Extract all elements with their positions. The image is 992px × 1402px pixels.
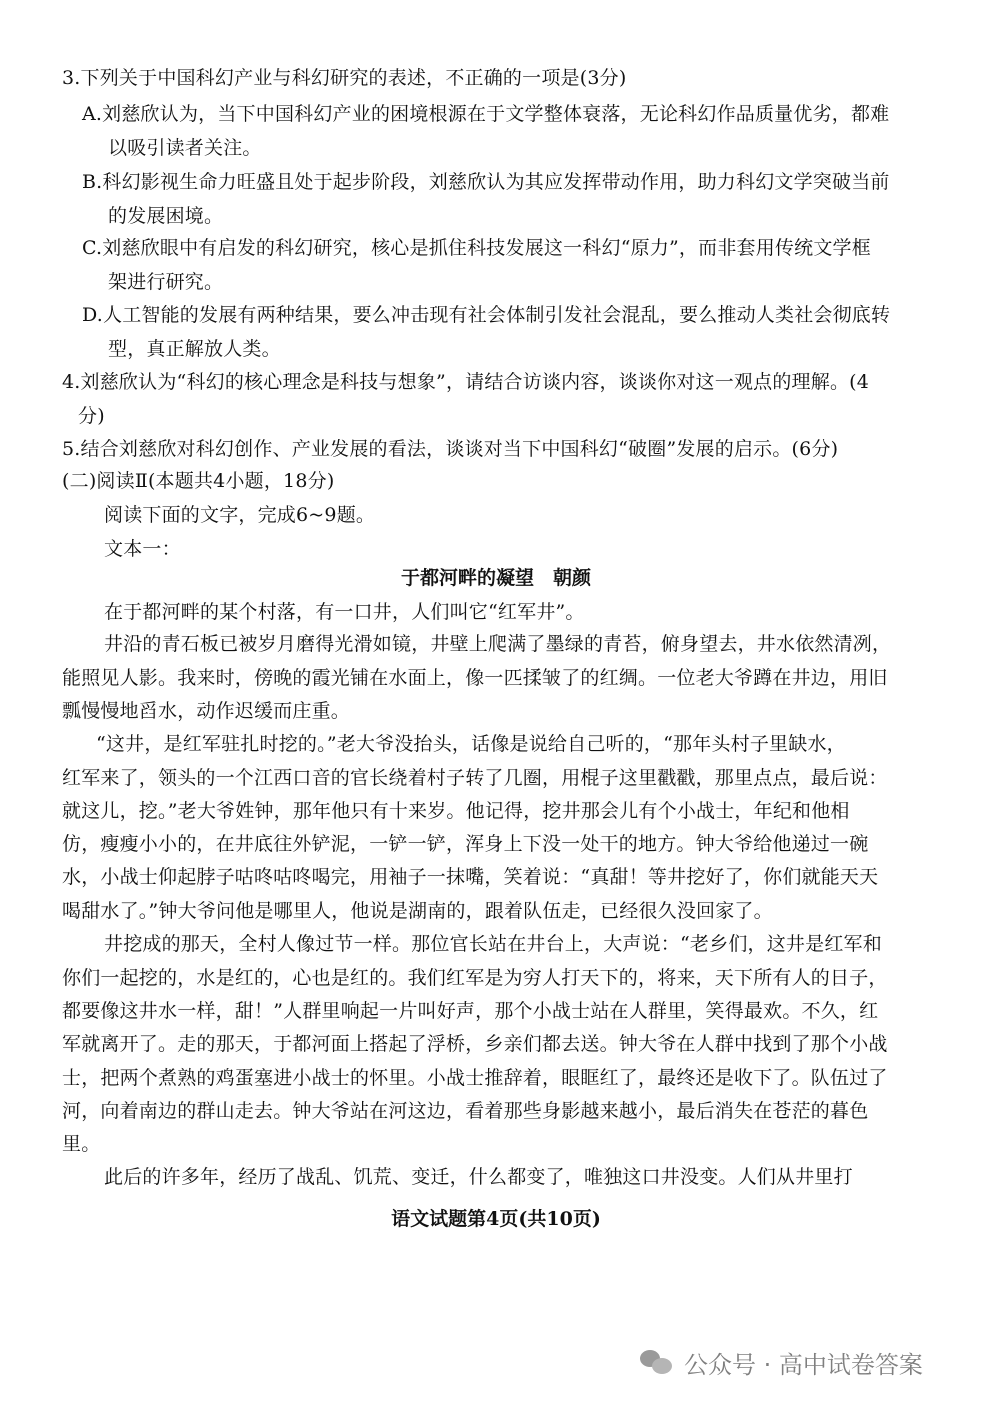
q5-line: 5.结合刘慈欣对科幻创作、产业发展的看法，谈谈对当下中国科幻“破圈”发展的启示。(6分) — [62, 438, 839, 460]
article-p4-line5: 士，把两个煮熟的鸡蛋塞进小战士的怀里。小战士推辞着，眼眶红了，最终还是收下了。队伍过了 — [62, 1067, 888, 1089]
article-p4-line7: 里。 — [62, 1133, 101, 1155]
article-p3-line4: 仿，瘦瘦小小的，在井底往外铲泥，一铲一铲，浑身上下没一处干的地方。钟大爷给他递过一碗 — [62, 833, 869, 855]
q3-option-a-line1: A.刘慈欣认为，当下中国科幻产业的困境根源在于文学整体衰落，无论科幻作品质量优劣，都难 — [82, 103, 890, 125]
article-p4-line6: 河，向着南边的群山走去。钟大爷站在河这边，看着那些身影越来越小，最后消失在苍茫的暮色 — [62, 1100, 869, 1122]
article-p4-line3: 都要像这井水一样，甜！”人群里响起一片叫好声，那个小战士站在人群里，笑得最欢。不久，红 — [62, 1000, 879, 1022]
q3-option-c-line2: 架进行研究。 — [108, 271, 224, 293]
article-p2-line3: 瓢慢慢地舀水，动作迟缓而庄重。 — [62, 700, 351, 722]
article-p3-line3: 就这儿，挖。”老大爷姓钟，那年他只有十来岁。他记得，挖井那会儿有个小战士，年纪和他相 — [62, 800, 850, 822]
article-p2-line1: 井沿的青石板已被岁月磨得光滑如镜，井壁上爬满了墨绿的青苔，俯身望去，井水依然清冽， — [104, 633, 892, 655]
article-p3-line2: 红军来了，领头的一个江西口音的官长绕着村子转了几圈，用棍子这里戳戳，那里点点，最后说： — [62, 767, 888, 789]
page-footer: 语文试题第4页(共10页) — [391, 1208, 601, 1230]
article-title: 于都河畔的凝望 朝颜 — [400, 567, 591, 589]
section2-instruction: 阅读下面的文字，完成6~9题。 — [104, 504, 376, 526]
article-p4-line1: 井挖成的那天，全村人像过节一样。那位官长站在井台上，大声说：“老乡们，这井是红军和 — [104, 933, 882, 955]
q4-line2: 分) — [78, 405, 105, 427]
q3-option-a-line2: 以吸引读者关注。 — [108, 137, 262, 159]
q3-option-d-line2: 型，真正解放人类。 — [108, 338, 281, 360]
q3-option-b-line1: B.科幻影视生命力旺盛且处于起步阶段，刘慈欣认为其应发挥带动作用，助力科幻文学突破当前 — [82, 171, 890, 193]
q3-option-c-line1: C.刘慈欣眼中有启发的科幻研究，核心是抓住科技发展这一科幻“原力”，而非套用传统文学框 — [82, 237, 871, 259]
wechat-icon — [640, 1348, 674, 1376]
q3-stem: 3.下列关于中国科幻产业与科幻研究的表述，不正确的一项是(3分) — [62, 67, 627, 89]
q3-option-d-line1: D.人工智能的发展有两种结果，要么冲击现有社会体制引发社会混乱，要么推动人类社会彻底转 — [82, 304, 891, 326]
article-p3-line6: 喝甜水了。”钟大爷问他是哪里人，他说是湖南的，跟着队伍走，已经很久没回家了。 — [62, 900, 773, 922]
article-p2-line2: 能照见人影。我来时，傍晚的霞光铺在水面上，像一匹揉皱了的红绸。一位老大爷蹲在井边，用旧 — [62, 667, 888, 689]
watermark — [640, 1344, 923, 1380]
q4-line1: 4.刘慈欣认为“科幻的核心理念是科技与想象”，请结合访谈内容，谈谈你对这一观点的理解。(4 — [62, 371, 870, 393]
article-p1: 在于都河畔的某个村落，有一口井，人们叫它“红军井”。 — [104, 601, 585, 623]
q3-option-b-line2: 的发展困境。 — [108, 205, 224, 227]
article-p5-line1: 此后的许多年，经历了战乱、饥荒、变迁，什么都变了，唯独这口井没变。人们从井里打 — [104, 1166, 853, 1188]
article-p3-line5: 水，小战士仰起脖子咕咚咕咚喝完，用袖子一抹嘴，笑着说：“真甜！等井挖好了，你们就能天天 — [62, 866, 879, 888]
section2-heading: (二)阅读Ⅱ(本题共4小题，18分) — [62, 470, 335, 492]
article-p4-line2: 你们一起挖的，水是红的，心也是红的。我们红军是为穷人打天下的，将来，天下所有人的日子， — [62, 967, 888, 989]
article-p3-line1: “这井，是红军驻扎时挖的。”老大爷没抬头，话像是说给自己听的，“那年头村子里缺水， — [96, 733, 846, 755]
watermark-text: 公众号 · 高中试卷答案 — [684, 1350, 923, 1379]
article-p4-line4: 军就离开了。走的那天，于都河面上搭起了浮桥，乡亲们都去送。钟大爷在人群中找到了那个小战 — [62, 1033, 888, 1055]
text-label: 文本一： — [104, 538, 181, 560]
